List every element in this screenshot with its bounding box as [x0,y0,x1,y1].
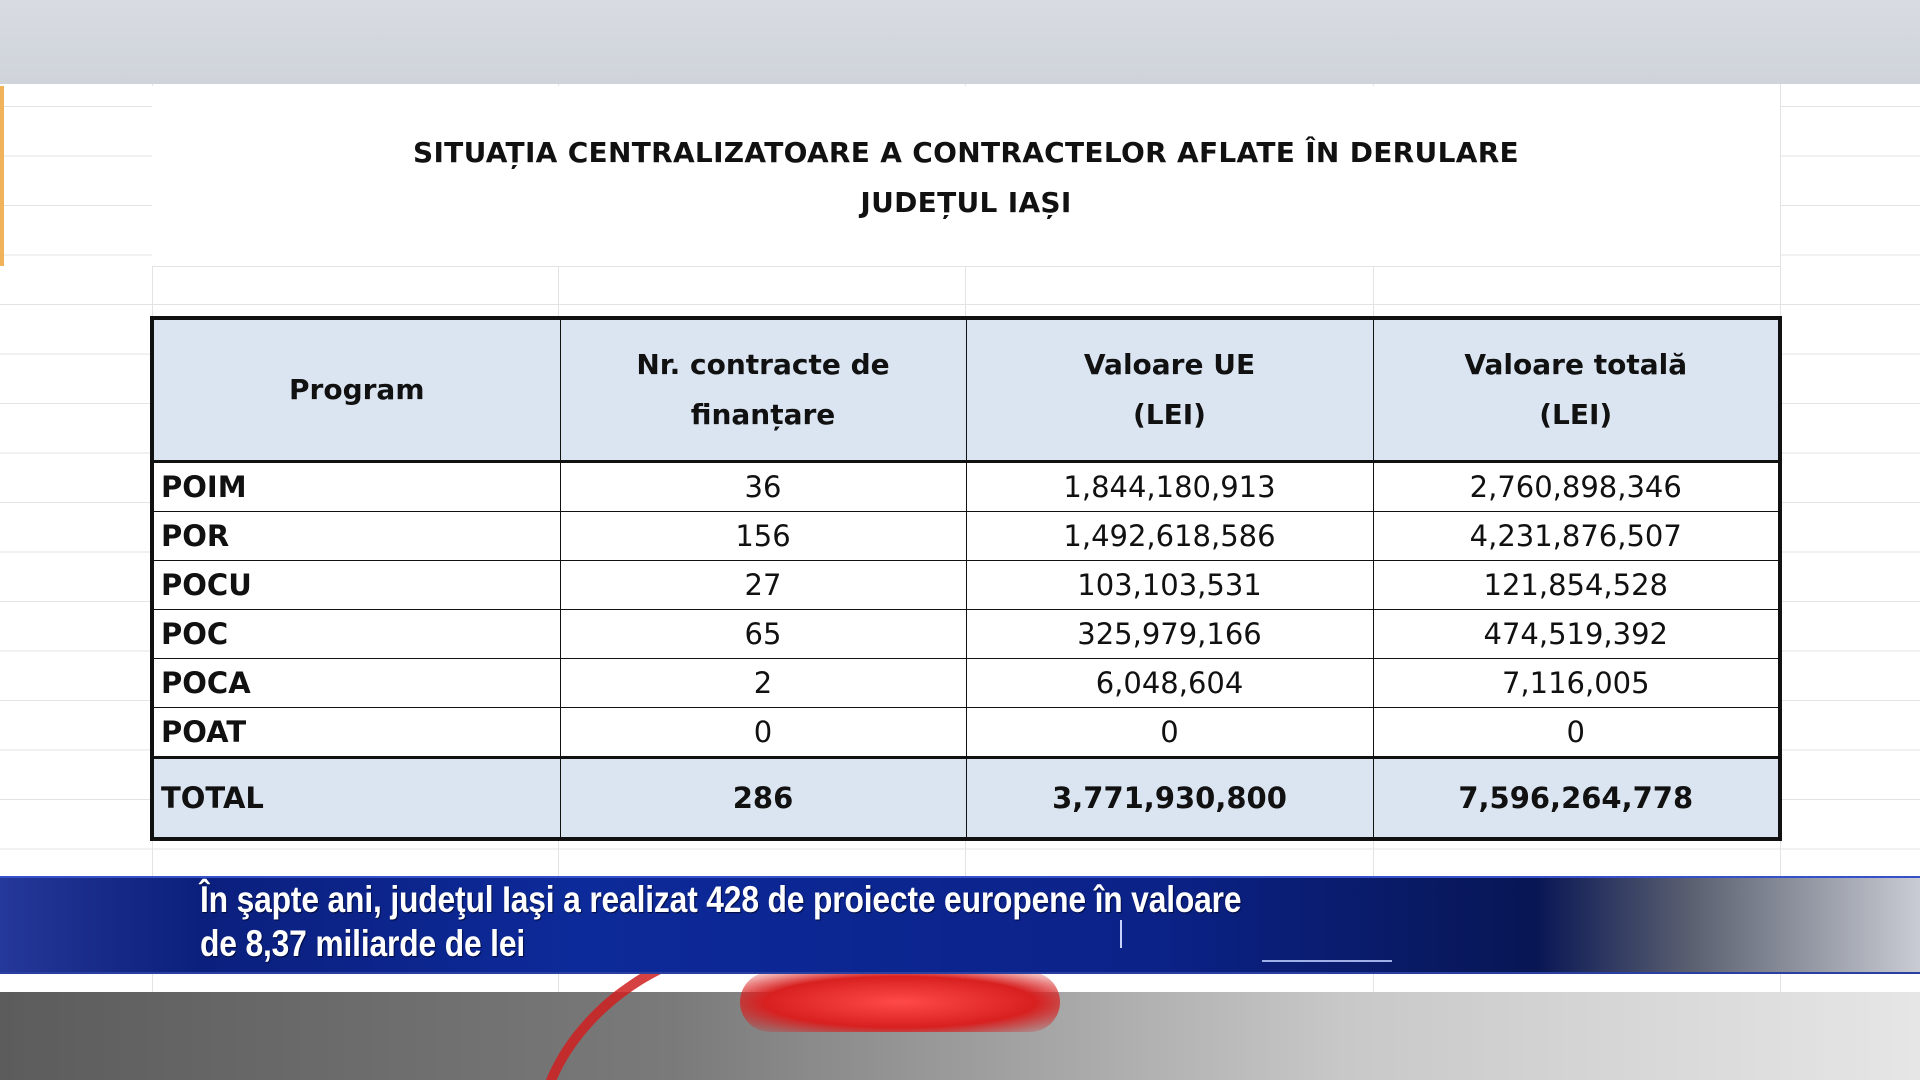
table-row [152,512,1780,561]
sheet-title-line2: JUDEȚUL IAȘI [860,186,1072,219]
cell-program: POC [152,610,560,659]
sheet-title [152,128,1780,228]
selection-accent [0,86,4,266]
cell-eu-value: 325,979,166 [966,610,1373,659]
contracts-table [150,316,1782,841]
header-program: Program [152,318,560,462]
cell-contracts: 2 [560,659,966,708]
cell-contracts: 36 [560,462,966,512]
cell-eu-value: 103,103,531 [966,561,1373,610]
cell-eu-value: 1,492,618,586 [966,512,1373,561]
cell-contracts: 0 [560,708,966,758]
table-row [152,610,1780,659]
sheet-title-line1: SITUAȚIA CENTRALIZATOARE A CONTRACTELOR AFLATE ÎN DERULARE [413,136,1519,169]
total-label: TOTAL [152,758,560,840]
cell-total-value: 2,760,898,346 [1373,462,1780,512]
headline-line1: În şapte ani, judeţul Iaşi a realizat 428 de proiecte europene în valoare [200,879,1242,920]
table-header-row [152,318,1780,462]
cell-eu-value: 6,048,604 [966,659,1373,708]
header-total-value: Valoare totală (LEI) [1373,318,1780,462]
cell-total-value: 474,519,392 [1373,610,1780,659]
red-shape-decoration [740,972,1060,1032]
cell-program: POR [152,512,560,561]
table-row [152,659,1780,708]
table-total-row [152,758,1780,840]
headline-line2: de 8,37 miliarde de lei [200,923,526,964]
cell-contracts: 27 [560,561,966,610]
cell-eu-value: 1,844,180,913 [966,462,1373,512]
cell-total-value: 4,231,876,507 [1373,512,1780,561]
total-eu-value: 3,771,930,800 [966,758,1373,840]
header-contracts: Nr. contracte de finanțare [560,318,966,462]
overlay-progress-line [1262,960,1392,962]
cell-program: POCU [152,561,560,610]
overlay-marker [1120,920,1122,948]
total-total-value: 7,596,264,778 [1373,758,1780,840]
cell-contracts: 65 [560,610,966,659]
cell-program: POIM [152,462,560,512]
cell-total-value: 0 [1373,708,1780,758]
cell-program: POAT [152,708,560,758]
cell-eu-value: 0 [966,708,1373,758]
cell-total-value: 121,854,528 [1373,561,1780,610]
cell-program: POCA [152,659,560,708]
cell-contracts: 156 [560,512,966,561]
total-contracts: 286 [560,758,966,840]
table-row [152,561,1780,610]
header-eu-value: Valoare UE (LEI) [966,318,1373,462]
lower-third-glow [0,878,200,972]
news-headline [200,878,1318,966]
table-row [152,708,1780,758]
top-frame [0,0,1920,86]
table-row [152,462,1780,512]
cell-total-value: 7,116,005 [1373,659,1780,708]
